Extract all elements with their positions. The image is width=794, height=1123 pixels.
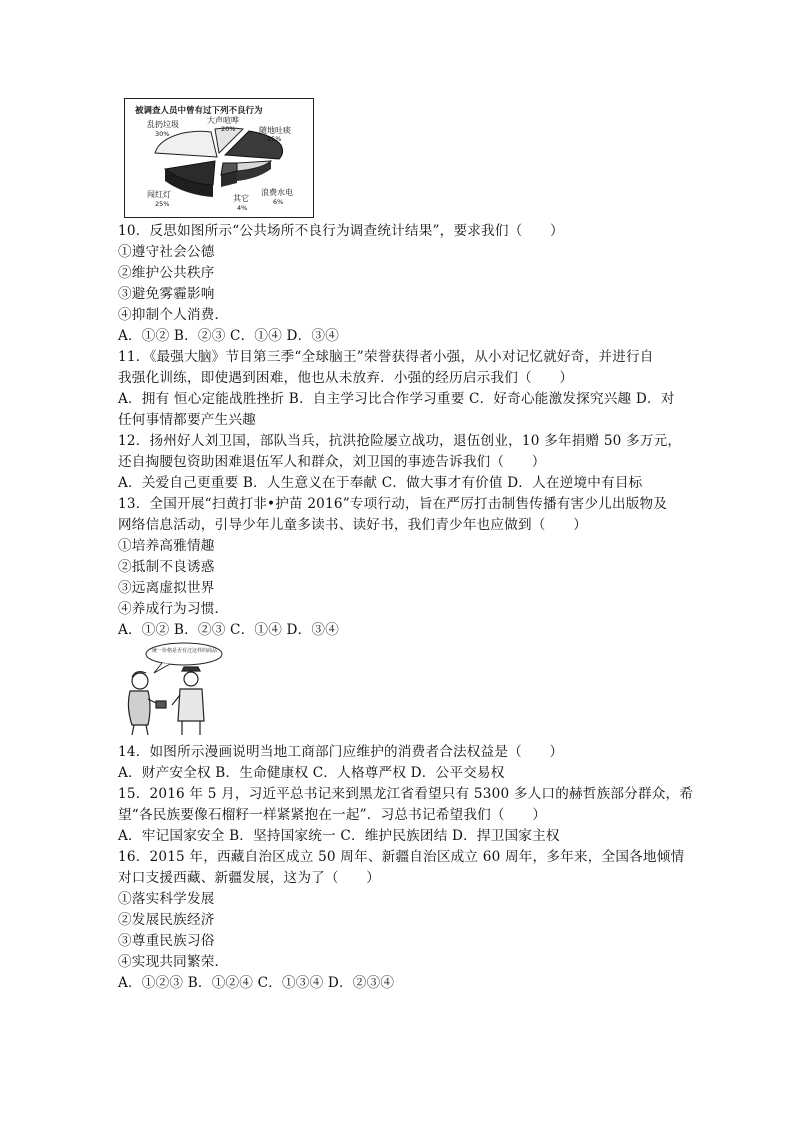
officer-figure bbox=[172, 667, 204, 735]
pie-value-noise: 20% bbox=[221, 125, 236, 133]
q15-stem-line1: 15．2016 年 5 月，习近平总书记来到黑龙江省看望只有 5300 多人口的赫哲族部分群众，希 bbox=[118, 786, 694, 802]
speech-bubble-tail bbox=[154, 663, 170, 673]
q15-stem-line2: 望“各民族要像石榴籽一样紧紧抱在一起”．习总书记希望我们（ ） bbox=[118, 807, 547, 823]
pie-label-red-light: 闯红灯 bbox=[147, 190, 171, 199]
q13-choices: A．①② B．②③ C．①④ D．③④ bbox=[118, 622, 339, 638]
cartoon-svg bbox=[118, 641, 226, 737]
pie-value-other: 4% bbox=[237, 204, 248, 212]
q13-option-2: ②抵制不良诱惑 bbox=[118, 559, 215, 575]
q16-option-4: ④实现共同繁荣． bbox=[118, 954, 229, 970]
q16-stem-line1: 16．2015 年，西藏自治区成立 50 周年、新疆自治区成立 60 周年，多年来，全国各地倾情 bbox=[118, 849, 685, 865]
q16-option-2: ②发展民族经济 bbox=[118, 912, 215, 928]
pie-value-red-light: 25% bbox=[155, 200, 170, 208]
q13-option-1: ①培养高雅情趣 bbox=[118, 538, 215, 554]
pie-chart-title: 被调查人员中曾有过下列不良行为 bbox=[135, 106, 263, 116]
q14-choices: A．财产安全权 B．生命健康权 C．人格尊严权 D．公平交易权 bbox=[118, 765, 505, 781]
q16-choices: A．①②③ B．①②④ C．①③④ D．②③④ bbox=[118, 975, 395, 991]
customer-figure bbox=[128, 672, 166, 735]
pie-label-other: 其它 bbox=[233, 194, 249, 203]
q10-choices: A．①② B．②③ C．①④ D．③④ bbox=[118, 328, 339, 344]
q11-stem-line1: 11．《最强大脑》节目第三季“全球脑王”荣誉获得者小强，从小对记忆就好奇，并进行自 bbox=[118, 349, 654, 365]
pie-value-litter: 30% bbox=[155, 130, 170, 138]
pie-chart-svg bbox=[125, 99, 313, 217]
speech-bubble bbox=[146, 643, 222, 665]
q10-option-2: ②维护公共秩序 bbox=[118, 265, 215, 281]
q10-stem: 10．反思如图所示“公共场所不良行为调查统计结果”，要求我们（ ） bbox=[118, 223, 564, 239]
q16-stem-line2: 对口支援西藏、新疆发展，这为了（ ） bbox=[118, 870, 381, 886]
survey-pie-chart-figure bbox=[124, 98, 314, 218]
q10-option-3: ③避免雾霾影响 bbox=[118, 286, 215, 302]
q13-option-4: ④养成行为习惯． bbox=[118, 601, 229, 617]
q15-choices: A．牢记国家安全 B．坚持国家统一 C．维护民族团结 D．捍卫国家主权 bbox=[118, 828, 560, 844]
q11-stem-line2: 我强化训练，即使遇到困难，他也从未放弃．小强的经历启示我们（ ） bbox=[118, 370, 574, 386]
q13-stem-line2: 网络信息活动，引导少年儿童多读书、读好书，我们青少年也应做到（ ） bbox=[118, 517, 587, 533]
consumer-rights-cartoon bbox=[118, 641, 226, 737]
speech-bubble-text: 统一价格是否有过这样的商品 bbox=[152, 648, 218, 654]
q10-option-1: ①遵守社会公德 bbox=[118, 244, 215, 260]
pie-label-noise: 大声喧哗 bbox=[207, 116, 239, 125]
q11-choices-line1: A．拥有 恒心定能战胜挫折 B．自主学习比合作学习重要 C．好奇心能激发探究兴趣 D．对 bbox=[118, 391, 675, 407]
pie-label-litter: 乱扔垃圾 bbox=[147, 120, 179, 129]
q13-option-3: ③远离虚拟世界 bbox=[118, 580, 215, 596]
q10-option-4: ④抑制个人消费． bbox=[118, 307, 229, 323]
pie-label-spitting: 随地吐痰 bbox=[259, 126, 291, 135]
q16-option-1: ①落实科学发展 bbox=[118, 891, 215, 907]
q12-stem-line1: 12．扬州好人刘卫国，部队当兵，抗洪抢险屡立战功，退伍创业，10 多年捐赠 50 多万元， bbox=[118, 433, 682, 449]
pie-value-waste: 6% bbox=[273, 198, 284, 206]
q14-stem: 14．如图所示漫画说明当地工商部门应维护的消费者合法权益是（ ） bbox=[118, 744, 564, 760]
q12-choices: A．关爱自己更重要 B．人生意义在于奉献 C．做大事才有价值 D．人在逆境中有目标 bbox=[118, 475, 643, 491]
q11-choices-line2: 任何事情都要产生兴趣 bbox=[118, 412, 256, 428]
pie-label-waste: 浪费水电 bbox=[261, 188, 293, 197]
pie-value-spitting: 15% bbox=[267, 135, 282, 143]
q13-stem-line1: 13．全国开展“扫黄打非•护苗 2016”专项行动，旨在严厉打击制售传播有害少儿出版物及 bbox=[118, 496, 668, 512]
q16-option-3: ③尊重民族习俗 bbox=[118, 933, 215, 949]
q12-stem-line2: 还自掏腰包资助困难退伍军人和群众，刘卫国的事迹告诉我们（ ） bbox=[118, 454, 546, 470]
